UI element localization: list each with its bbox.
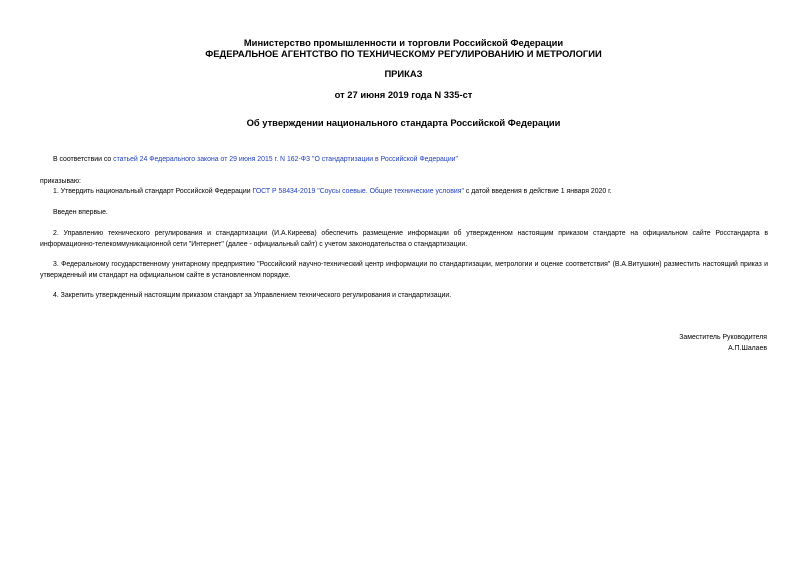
preamble-intro: В соответствии со [53, 156, 114, 163]
introduced-first-note: Введен впервые. [53, 209, 108, 216]
order-word: приказываю: [40, 178, 81, 185]
item-1-text-after: с датой введения в действие 1 января 2020 г. [463, 188, 612, 195]
preamble-paragraph [53, 155, 458, 166]
item-2: 2. Управлению технического регулирования и стандартизации (И.А.Киреева) обеспечить размещение информации об утвержденном настоящим приказом стандарте на официальном сайте Росстандарта в информационно-телекоммуникационной сети "Интернет" (далее - официальный сайт) с учетом законодательства о стандартизации. [40, 230, 768, 248]
ministry-title: Министерство промышленности и торговли Российской Федерации [243, 37, 564, 48]
item-1 [53, 187, 612, 198]
law-link[interactable]: статьей 24 Федерального закона от 29 июня 2015 г. N 162-ФЗ "О стандартизации в Российской Федерации" [113, 156, 458, 163]
document-type: ПРИКАЗ [384, 68, 423, 79]
item-3: 3. Федеральному государственному унитарному предприятию "Российский научно-технический центр информации по стандартизации, метрологии и оценке соответствия" (В.А.Витушкин) разместить настоящий приказ и утвержденный им стандарт на официальном сайте в установленном порядке. [40, 261, 768, 279]
document-subject: Об утверждении национального стандарта Российской Федерации [246, 117, 561, 128]
document-date-number: от 27 июня 2019 года N 335-ст [334, 89, 473, 100]
standard-link[interactable]: ГОСТ Р 58434-2019 "Соусы соевые. Общие технические условия" [252, 188, 464, 195]
signatory-position: Заместитель Руководителя [679, 334, 767, 341]
signatory-name: А.П.Шалаев [728, 345, 767, 352]
item-1-text-before: 1. Утвердить национальный стандарт Российской Федерации [53, 188, 253, 195]
item-4: 4. Закрепить утвержденный настоящим приказом стандарт за Управлением технического регулирования и стандартизации. [53, 292, 452, 299]
agency-title: ФЕДЕРАЛЬНОЕ АГЕНТСТВО ПО ТЕХНИЧЕСКОМУ РЕГУЛИРОВАНИЮ И МЕТРОЛОГИИ [205, 48, 602, 59]
